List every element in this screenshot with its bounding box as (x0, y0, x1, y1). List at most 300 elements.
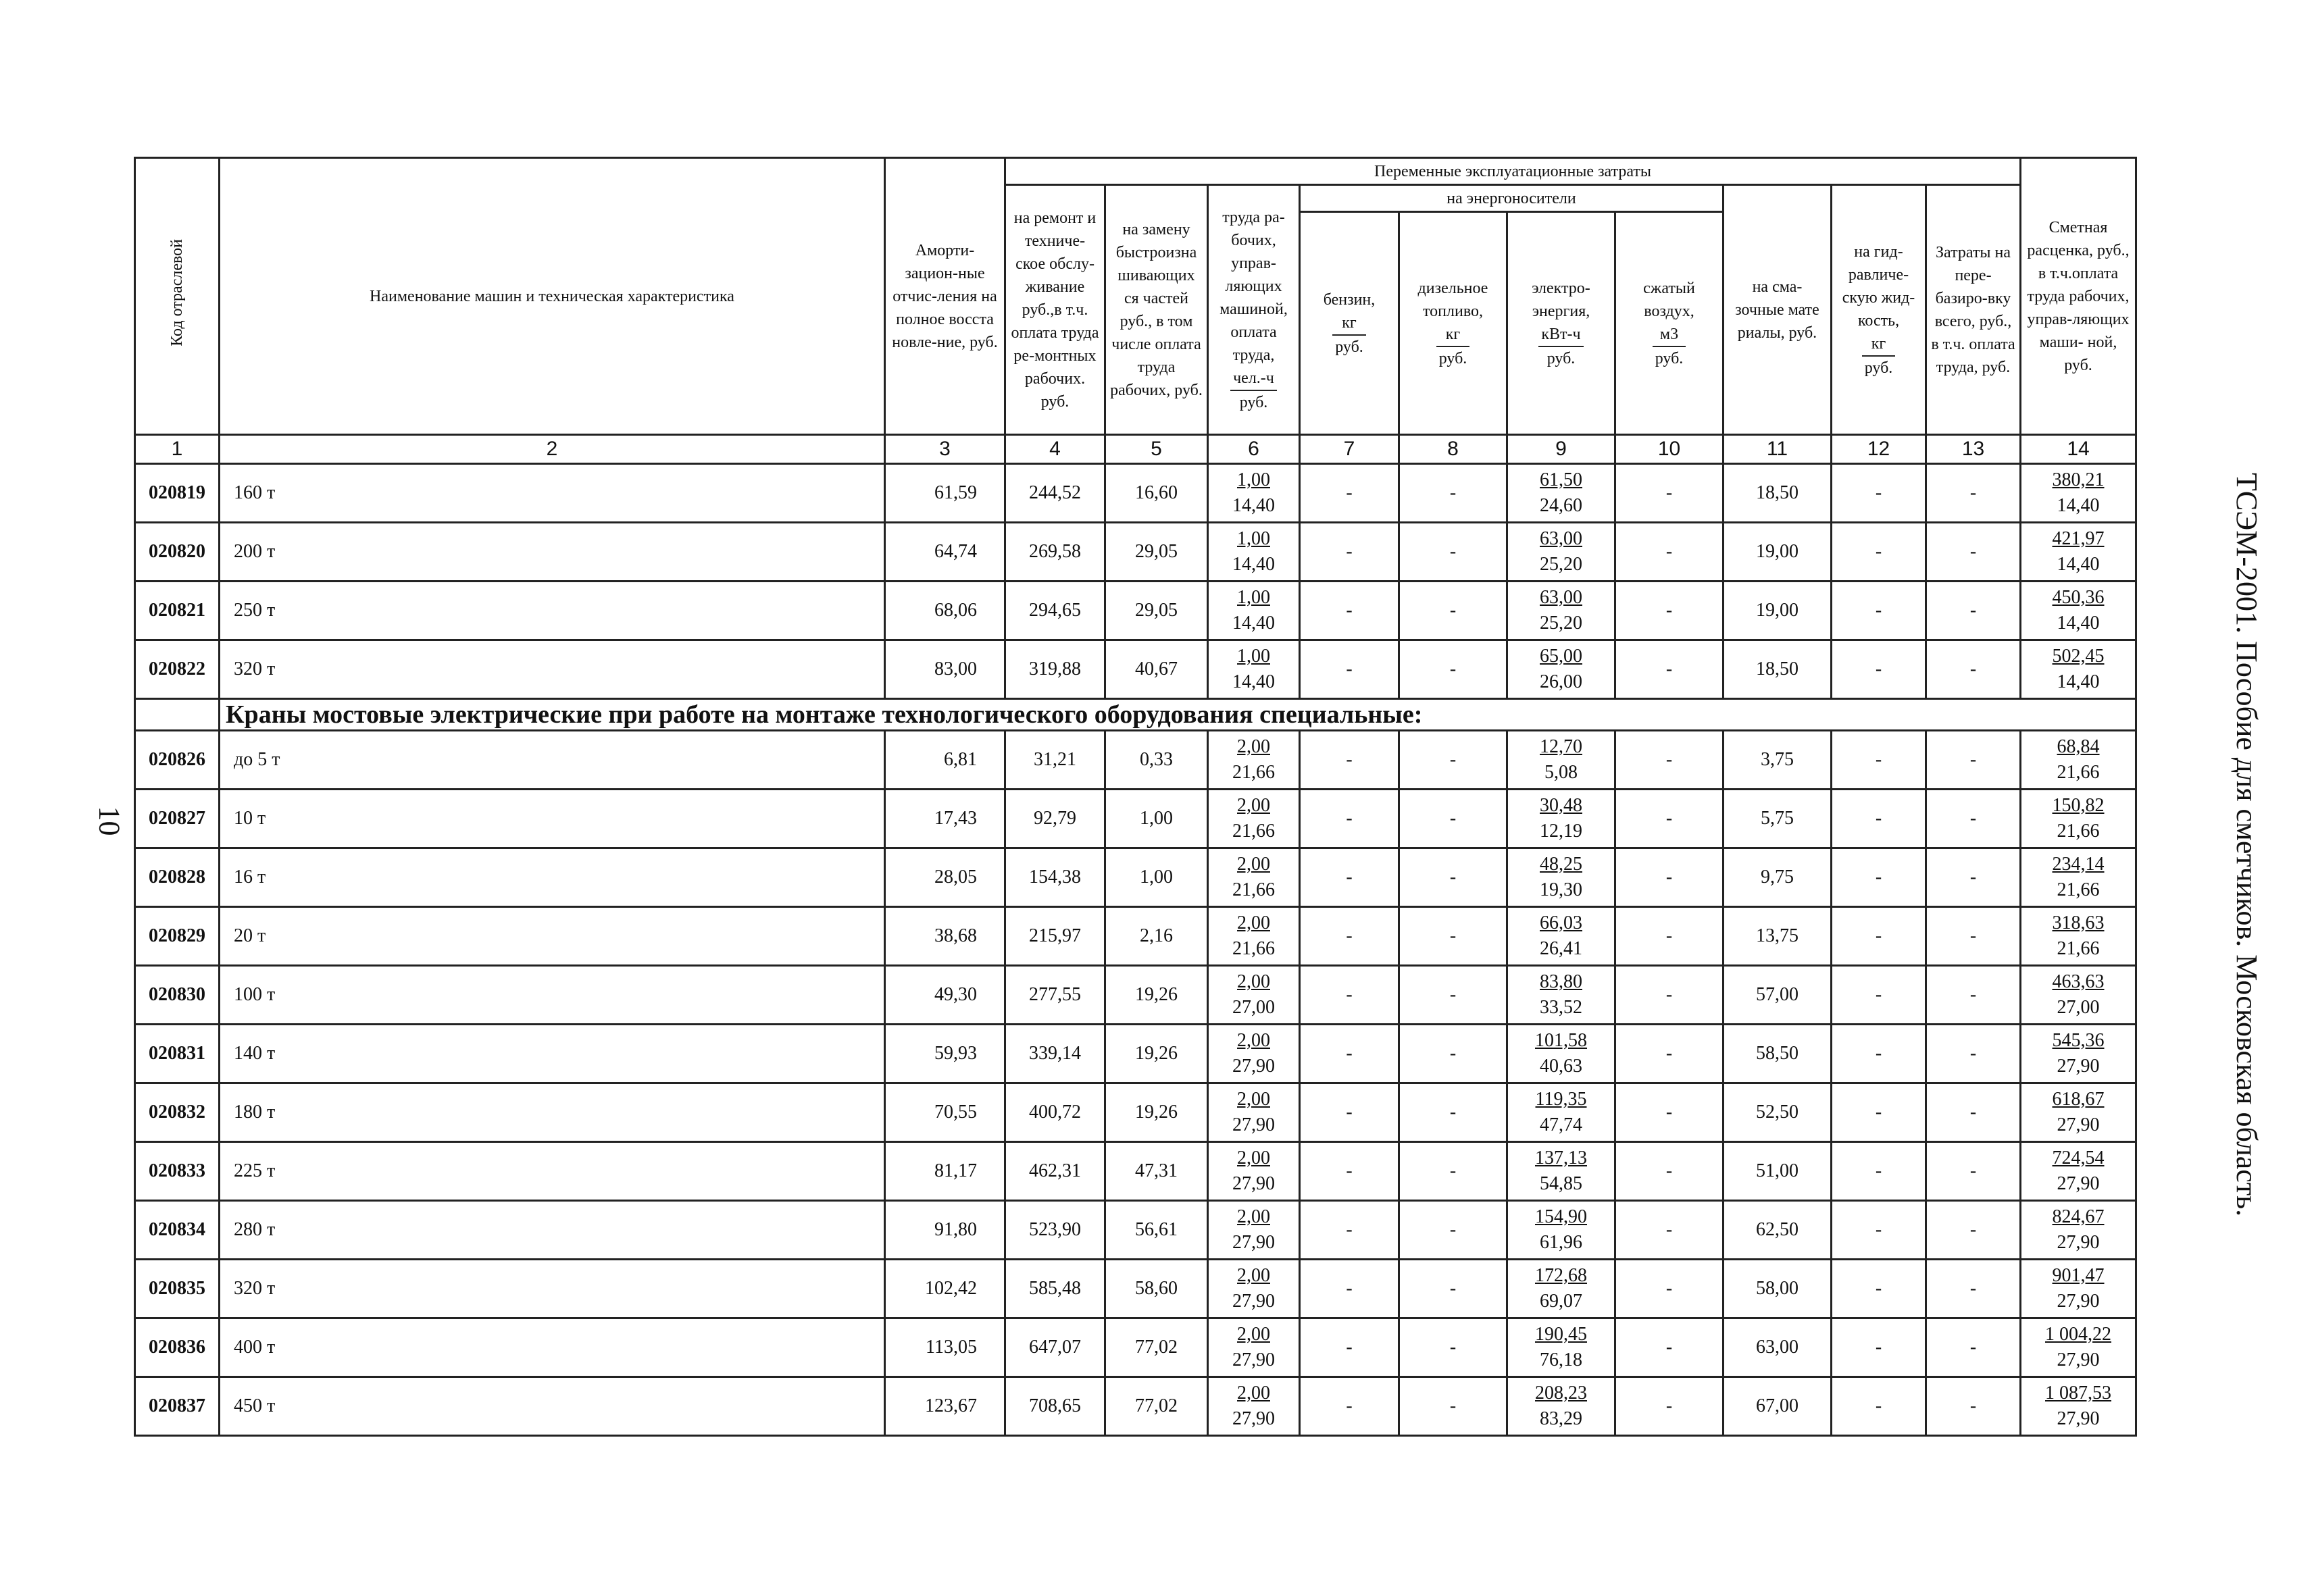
repair-value: 585,48 (1005, 1260, 1105, 1318)
rate-value (2021, 1377, 2136, 1436)
labor-value (1208, 1318, 1300, 1377)
rates-table (134, 157, 2137, 1437)
electro-value-bottom: 47,74 (1540, 1114, 1582, 1135)
amortization-value: 113,05 (885, 1318, 1005, 1377)
hydro-value: - (1832, 1083, 1926, 1142)
labor-value-top: 2,00 (1237, 1324, 1270, 1345)
air-value: - (1615, 848, 1724, 907)
rate-value-bottom: 21,66 (2057, 879, 2100, 900)
lube-value: 52,50 (1724, 1083, 1832, 1142)
relocation-value: - (1926, 1201, 2021, 1260)
header-parts: на замену быстроизна шивающих ся частей руб., в том числе оплата труда рабочих, руб. (1105, 185, 1208, 435)
amortization-value: 28,05 (885, 848, 1005, 907)
column-number-row (135, 435, 2136, 464)
electro-value (1507, 1142, 1615, 1201)
electro-value-bottom: 26,41 (1540, 938, 1582, 959)
air-value: - (1615, 464, 1724, 523)
electro-value-bottom: 40,63 (1540, 1056, 1582, 1077)
lube-value: 51,00 (1724, 1142, 1832, 1201)
hydro-value: - (1832, 848, 1926, 907)
relocation-value: - (1926, 848, 2021, 907)
machine-name: 200 т (220, 523, 885, 582)
labor-value-bottom: 27,90 (1232, 1114, 1275, 1135)
section-code-cell (135, 699, 220, 731)
electro-value-bottom: 69,07 (1540, 1291, 1582, 1312)
parts-value: 1,00 (1105, 790, 1208, 848)
table-row (135, 1142, 2136, 1201)
electro-value-top: 190,45 (1535, 1324, 1587, 1345)
hydro-value: - (1832, 1318, 1926, 1377)
rate-value-bottom: 27,90 (2057, 1291, 2100, 1312)
parts-value: 0,33 (1105, 731, 1208, 790)
labor-value-top: 2,00 (1237, 1089, 1270, 1110)
header-code: Код отраслевой (135, 158, 220, 435)
petrol-value: - (1300, 523, 1399, 582)
electro-value (1507, 464, 1615, 523)
rate-value (2021, 640, 2136, 699)
machine-name: до 5 т (220, 731, 885, 790)
electro-value (1507, 1201, 1615, 1260)
relocation-value: - (1926, 731, 2021, 790)
machine-code: 020836 (135, 1318, 220, 1377)
amortization-value: 61,59 (885, 464, 1005, 523)
repair-value: 400,72 (1005, 1083, 1105, 1142)
air-value: - (1615, 523, 1724, 582)
rate-value-bottom: 14,40 (2057, 554, 2100, 575)
labor-value-bottom: 27,90 (1232, 1349, 1275, 1370)
column-number: 4 (1005, 435, 1105, 464)
relocation-value: - (1926, 1260, 2021, 1318)
labor-value (1208, 790, 1300, 848)
table-header (135, 158, 2136, 435)
rate-value-bottom: 14,40 (2057, 613, 2100, 634)
repair-value: 92,79 (1005, 790, 1105, 848)
rate-value-top: 150,82 (2052, 795, 2105, 816)
labor-value-top: 2,00 (1237, 912, 1270, 933)
relocation-value: - (1926, 1142, 2021, 1201)
hydro-value: - (1832, 1201, 1926, 1260)
rate-value (2021, 1083, 2136, 1142)
diesel-value: - (1399, 1142, 1507, 1201)
electro-value (1507, 1377, 1615, 1436)
rate-value (2021, 731, 2136, 790)
petrol-value: - (1300, 1377, 1399, 1436)
lube-value: 13,75 (1724, 907, 1832, 966)
labor-value (1208, 966, 1300, 1025)
rate-value-bottom: 21,66 (2057, 938, 2100, 959)
machine-name: 225 т (220, 1142, 885, 1201)
rate-value-bottom: 27,90 (2057, 1232, 2100, 1253)
machine-code: 020832 (135, 1083, 220, 1142)
rate-value (2021, 1201, 2136, 1260)
electro-value-bottom: 24,60 (1540, 495, 1582, 516)
rate-value (2021, 582, 2136, 640)
labor-value-top: 2,00 (1237, 736, 1270, 757)
petrol-value: - (1300, 907, 1399, 966)
electro-value-bottom: 25,20 (1540, 613, 1582, 634)
page-number: 10 (93, 806, 126, 836)
lube-value: 18,50 (1724, 464, 1832, 523)
machine-code: 020834 (135, 1201, 220, 1260)
rate-value-top: 234,14 (2052, 854, 2105, 875)
labor-value (1208, 582, 1300, 640)
repair-value: 647,07 (1005, 1318, 1105, 1377)
relocation-value: - (1926, 790, 2021, 848)
column-number: 1 (135, 435, 220, 464)
machine-code: 020820 (135, 523, 220, 582)
parts-value: 19,26 (1105, 966, 1208, 1025)
labor-value-top: 1,00 (1237, 469, 1270, 490)
rate-value-bottom: 14,40 (2057, 495, 2100, 516)
header-variable: Переменные эксплуатационные затраты (1005, 158, 2021, 185)
labor-value (1208, 731, 1300, 790)
rates-table-sheet (134, 157, 2135, 1437)
repair-value: 244,52 (1005, 464, 1105, 523)
labor-value-top: 1,00 (1237, 528, 1270, 549)
electro-value-bottom: 12,19 (1540, 821, 1582, 842)
labor-value-bottom: 14,40 (1232, 554, 1275, 575)
petrol-value: - (1300, 731, 1399, 790)
machine-code: 020837 (135, 1377, 220, 1436)
petrol-value: - (1300, 790, 1399, 848)
section-row (135, 699, 2136, 731)
diesel-value: - (1399, 907, 1507, 966)
lube-value: 58,50 (1724, 1025, 1832, 1083)
machine-name: 100 т (220, 966, 885, 1025)
parts-value: 47,31 (1105, 1142, 1208, 1201)
rate-value-top: 1 004,22 (2045, 1324, 2112, 1345)
amortization-value: 102,42 (885, 1260, 1005, 1318)
petrol-value: - (1300, 848, 1399, 907)
table-row (135, 582, 2136, 640)
hydro-value: - (1832, 1377, 1926, 1436)
amortization-value: 81,17 (885, 1142, 1005, 1201)
parts-value: 29,05 (1105, 523, 1208, 582)
parts-value: 77,02 (1105, 1377, 1208, 1436)
diesel-value: - (1399, 1025, 1507, 1083)
machine-name: 160 т (220, 464, 885, 523)
machine-name: 20 т (220, 907, 885, 966)
table-row (135, 1083, 2136, 1142)
labor-value-bottom: 27,90 (1232, 1408, 1275, 1429)
labor-value-bottom: 27,90 (1232, 1232, 1275, 1253)
labor-value-bottom: 27,90 (1232, 1056, 1275, 1077)
amortization-value: 123,67 (885, 1377, 1005, 1436)
labor-value-top: 1,00 (1237, 646, 1270, 667)
rate-value-bottom: 27,90 (2057, 1408, 2100, 1429)
hydro-value: - (1832, 966, 1926, 1025)
labor-value (1208, 1201, 1300, 1260)
labor-value (1208, 464, 1300, 523)
labor-value (1208, 640, 1300, 699)
rate-value (2021, 523, 2136, 582)
amortization-value: 38,68 (885, 907, 1005, 966)
parts-value: 58,60 (1105, 1260, 1208, 1318)
header-energy: на энергоносители (1300, 185, 1724, 212)
lube-value: 3,75 (1724, 731, 1832, 790)
hydro-value: - (1832, 582, 1926, 640)
rate-value-top: 463,63 (2052, 971, 2105, 992)
electro-value (1507, 907, 1615, 966)
air-value: - (1615, 1142, 1724, 1201)
air-value: - (1615, 1201, 1724, 1260)
electro-value-bottom: 33,52 (1540, 997, 1582, 1018)
table-row (135, 1260, 2136, 1318)
air-value: - (1615, 640, 1724, 699)
machine-code: 020828 (135, 848, 220, 907)
machine-code: 020830 (135, 966, 220, 1025)
labor-value-bottom: 21,66 (1232, 879, 1275, 900)
hydro-value: - (1832, 1142, 1926, 1201)
rate-value-top: 68,84 (2057, 736, 2100, 757)
electro-value (1507, 523, 1615, 582)
hydro-value: - (1832, 523, 1926, 582)
header-labor: труда ра-бочих, управ-ляющих машиной, оплата труда, $\frac{\text{чел.-ч}}{\text{руб.}}$ (1208, 185, 1300, 435)
column-number: 10 (1615, 435, 1724, 464)
parts-value: 56,61 (1105, 1201, 1208, 1260)
electro-value-top: 137,13 (1535, 1148, 1587, 1168)
labor-value (1208, 1025, 1300, 1083)
header-repair: на ремонт и техниче-ское обслу-живание руб.,в т.ч. оплата труда ре-монтных рабочих. руб. (1005, 185, 1105, 435)
air-value: - (1615, 1083, 1724, 1142)
machine-code: 020833 (135, 1142, 220, 1201)
machine-code: 020831 (135, 1025, 220, 1083)
lube-value: 63,00 (1724, 1318, 1832, 1377)
hydro-value: - (1832, 790, 1926, 848)
labor-value-bottom: 14,40 (1232, 495, 1275, 516)
air-value: - (1615, 1260, 1724, 1318)
repair-value: 154,38 (1005, 848, 1105, 907)
diesel-value: - (1399, 1318, 1507, 1377)
air-value: - (1615, 582, 1724, 640)
relocation-value: - (1926, 1025, 2021, 1083)
repair-value: 31,21 (1005, 731, 1105, 790)
table-row (135, 790, 2136, 848)
machine-code: 020827 (135, 790, 220, 848)
labor-value-top: 1,00 (1237, 587, 1270, 608)
labor-value (1208, 1260, 1300, 1318)
labor-value (1208, 848, 1300, 907)
parts-value: 19,26 (1105, 1025, 1208, 1083)
electro-value (1507, 966, 1615, 1025)
column-number: 6 (1208, 435, 1300, 464)
petrol-value: - (1300, 1201, 1399, 1260)
lube-value: 19,00 (1724, 523, 1832, 582)
side-title: ТСЭМ-2001. Пособие для сметчиков. Московская область. (2230, 473, 2263, 1217)
labor-value (1208, 523, 1300, 582)
column-number: 12 (1832, 435, 1926, 464)
header-lube: на сма-зочные мате риалы, руб. (1724, 185, 1832, 435)
rate-value-top: 824,67 (2052, 1206, 2105, 1227)
machine-name: 320 т (220, 1260, 885, 1318)
electro-value-bottom: 54,85 (1540, 1173, 1582, 1194)
amortization-value: 64,74 (885, 523, 1005, 582)
air-value: - (1615, 966, 1724, 1025)
labor-value (1208, 907, 1300, 966)
diesel-value: - (1399, 1083, 1507, 1142)
relocation-value: - (1926, 464, 2021, 523)
relocation-value: - (1926, 907, 2021, 966)
lube-value: 18,50 (1724, 640, 1832, 699)
machine-name: 280 т (220, 1201, 885, 1260)
machine-code: 020822 (135, 640, 220, 699)
rate-value (2021, 848, 2136, 907)
amortization-value: 70,55 (885, 1083, 1005, 1142)
machine-code: 020829 (135, 907, 220, 966)
rate-value-top: 450,36 (2052, 587, 2105, 608)
relocation-value: - (1926, 640, 2021, 699)
diesel-value: - (1399, 582, 1507, 640)
electro-value (1507, 1318, 1615, 1377)
machine-name: 10 т (220, 790, 885, 848)
parts-value: 2,16 (1105, 907, 1208, 966)
labor-value-bottom: 21,66 (1232, 762, 1275, 783)
machine-name: 140 т (220, 1025, 885, 1083)
hydro-value: - (1832, 1260, 1926, 1318)
header-hydro: на гид-равличе-скую жид-кость, $\frac{кг}{\text{руб.}}$ (1832, 185, 1926, 435)
rate-value-top: 545,36 (2052, 1030, 2105, 1051)
labor-value-top: 2,00 (1237, 795, 1270, 816)
labor-value-bottom: 27,00 (1232, 997, 1275, 1018)
repair-value: 319,88 (1005, 640, 1105, 699)
column-number: 2 (220, 435, 885, 464)
rate-value (2021, 1318, 2136, 1377)
table-body (135, 435, 2136, 1436)
rate-value (2021, 464, 2136, 523)
labor-value-top: 2,00 (1237, 971, 1270, 992)
electro-value (1507, 731, 1615, 790)
amortization-value: 17,43 (885, 790, 1005, 848)
rate-value-top: 502,45 (2052, 646, 2105, 667)
rate-value-bottom: 21,66 (2057, 821, 2100, 842)
labor-value (1208, 1377, 1300, 1436)
electro-value-bottom: 83,29 (1540, 1408, 1582, 1429)
labor-value-top: 2,00 (1237, 1148, 1270, 1168)
table-row (135, 640, 2136, 699)
rate-value-top: 901,47 (2052, 1265, 2105, 1286)
rate-value-top: 421,97 (2052, 528, 2105, 549)
header-electro: электро-энергия, $\frac{\text{кВт-ч}}{\text{руб.}}$ (1507, 212, 1615, 435)
repair-value: 339,14 (1005, 1025, 1105, 1083)
parts-value: 1,00 (1105, 848, 1208, 907)
section-title: Краны мостовые электрические при работе на монтаже технологического оборудования специальные: (220, 699, 2136, 731)
labor-value-bottom: 27,90 (1232, 1291, 1275, 1312)
diesel-value: - (1399, 848, 1507, 907)
amortization-value: 83,00 (885, 640, 1005, 699)
electro-value-top: 48,25 (1540, 854, 1582, 875)
relocation-value: - (1926, 523, 2021, 582)
parts-value: 29,05 (1105, 582, 1208, 640)
electro-value-top: 30,48 (1540, 795, 1582, 816)
parts-value: 77,02 (1105, 1318, 1208, 1377)
petrol-value: - (1300, 1318, 1399, 1377)
air-value: - (1615, 907, 1724, 966)
air-value: - (1615, 731, 1724, 790)
diesel-value: - (1399, 523, 1507, 582)
diesel-value: - (1399, 731, 1507, 790)
column-number: 11 (1724, 435, 1832, 464)
petrol-value: - (1300, 464, 1399, 523)
column-number: 3 (885, 435, 1005, 464)
table-row (135, 848, 2136, 907)
electro-value (1507, 1025, 1615, 1083)
header-air: сжатый воздух, $\frac{м3}{\text{руб.}}$ (1615, 212, 1724, 435)
rate-value-bottom: 27,90 (2057, 1056, 2100, 1077)
parts-value: 40,67 (1105, 640, 1208, 699)
table-row (135, 1201, 2136, 1260)
hydro-value: - (1832, 731, 1926, 790)
electro-value (1507, 1083, 1615, 1142)
header-relocation: Затраты на пере-базиро-вку всего, руб., в т.ч. оплата труда, руб. (1926, 185, 2021, 435)
table-row (135, 731, 2136, 790)
petrol-value: - (1300, 640, 1399, 699)
machine-name: 400 т (220, 1318, 885, 1377)
petrol-value: - (1300, 1260, 1399, 1318)
rate-value (2021, 1142, 2136, 1201)
hydro-value: - (1832, 640, 1926, 699)
air-value: - (1615, 790, 1724, 848)
electro-value-top: 66,03 (1540, 912, 1582, 933)
electro-value-top: 61,50 (1540, 469, 1582, 490)
labor-value-bottom: 14,40 (1232, 671, 1275, 692)
repair-value: 523,90 (1005, 1201, 1105, 1260)
rate-value-top: 1 087,53 (2045, 1383, 2112, 1404)
rate-value-bottom: 27,90 (2057, 1114, 2100, 1135)
rate-value (2021, 907, 2136, 966)
hydro-value: - (1832, 1025, 1926, 1083)
lube-value: 67,00 (1724, 1377, 1832, 1436)
diesel-value: - (1399, 790, 1507, 848)
rate-value (2021, 1260, 2136, 1318)
hydro-value: - (1832, 907, 1926, 966)
table-row (135, 966, 2136, 1025)
electro-value-bottom: 61,96 (1540, 1232, 1582, 1253)
labor-value-top: 2,00 (1237, 854, 1270, 875)
air-value: - (1615, 1025, 1724, 1083)
relocation-value: - (1926, 1318, 2021, 1377)
repair-value: 277,55 (1005, 966, 1105, 1025)
electro-value-top: 172,68 (1535, 1265, 1587, 1286)
electro-value-top: 65,00 (1540, 646, 1582, 667)
repair-value: 215,97 (1005, 907, 1105, 966)
electro-value (1507, 848, 1615, 907)
repair-value: 708,65 (1005, 1377, 1105, 1436)
amortization-value: 6,81 (885, 731, 1005, 790)
electro-value-bottom: 5,08 (1544, 762, 1578, 783)
rate-value-bottom: 27,90 (2057, 1349, 2100, 1370)
petrol-value: - (1300, 1083, 1399, 1142)
relocation-value: - (1926, 1083, 2021, 1142)
machine-name: 250 т (220, 582, 885, 640)
relocation-value: - (1926, 1377, 2021, 1436)
column-number: 14 (2021, 435, 2136, 464)
table-row (135, 464, 2136, 523)
labor-value-top: 2,00 (1237, 1265, 1270, 1286)
electro-value-top: 12,70 (1540, 736, 1582, 757)
diesel-value: - (1399, 640, 1507, 699)
electro-value (1507, 582, 1615, 640)
amortization-value: 68,06 (885, 582, 1005, 640)
rate-value-bottom: 27,90 (2057, 1173, 2100, 1194)
petrol-value: - (1300, 1142, 1399, 1201)
diesel-value: - (1399, 464, 1507, 523)
relocation-value: - (1926, 582, 2021, 640)
air-value: - (1615, 1318, 1724, 1377)
diesel-value: - (1399, 966, 1507, 1025)
repair-value: 462,31 (1005, 1142, 1105, 1201)
parts-value: 16,60 (1105, 464, 1208, 523)
labor-value-bottom: 21,66 (1232, 821, 1275, 842)
